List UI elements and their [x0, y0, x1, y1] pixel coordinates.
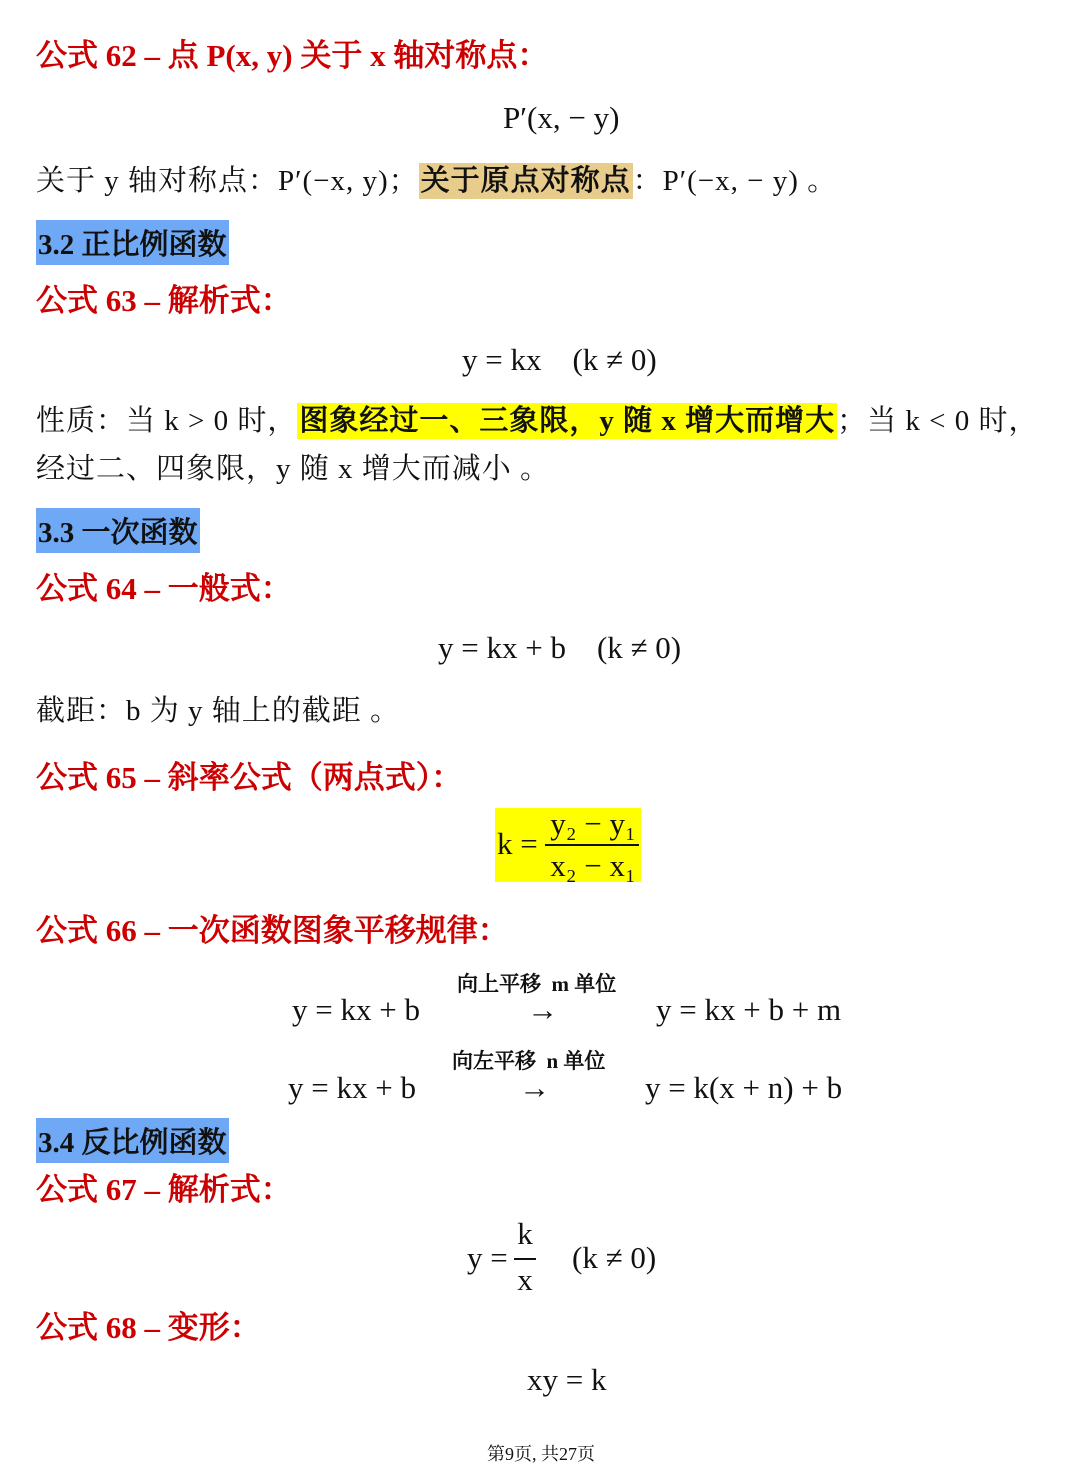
section-3-4-heading: 3.4 反比例函数: [36, 1118, 229, 1163]
shift-up-label: 向上平移 m 单位: [457, 972, 617, 996]
property-suffix: ；当 k < 0 时，: [837, 405, 1039, 437]
formula-63-property: [36, 398, 1038, 439]
shift-left-right: y = k(x + n) + b: [645, 1070, 843, 1105]
inverse-formula-condition: (k ≠ 0): [572, 1240, 657, 1275]
formula-62-expression: P′(x, − y): [503, 100, 620, 135]
formula-64-title: 公式 64 – 一般式：: [36, 571, 292, 606]
slope-formula-numerator: y₂ − y₁: [550, 806, 636, 841]
formula-63-property-line2: 经过二、四象限，y 随 x 增大而减小 。: [36, 453, 551, 485]
section-3-3-heading: 3.3 一次函数: [36, 508, 200, 553]
shift-left-label: 向左平移 n 单位: [452, 1049, 606, 1073]
symmetry-y-axis-text: 关于 y 轴对称点：P′(−x, y)；: [36, 165, 419, 197]
formula-62-title: 公式 62 – 点 P(x, y) 关于 x 轴对称点：: [36, 38, 549, 73]
slope-fraction-bar: [545, 844, 639, 846]
shift-left-arrow: →: [519, 1070, 550, 1105]
formula-68-expression: xy = k: [527, 1362, 607, 1397]
section-3-2-heading: 3.2 正比例函数: [36, 220, 229, 265]
inverse-formula-denominator: x: [517, 1262, 533, 1297]
page-number: 第9页, 共27页: [487, 1444, 595, 1464]
symmetry-line: [36, 158, 837, 199]
formula-67-title: 公式 67 – 解析式：: [36, 1172, 292, 1207]
formula-63-expression: y = kx (k ≠ 0): [462, 342, 657, 377]
formula-65-title: 公式 65 – 斜率公式（两点式）：: [36, 760, 463, 795]
origin-symmetry-highlight: 关于原点对称点: [420, 165, 631, 197]
formula-64-expression: y = kx + b (k ≠ 0): [438, 630, 682, 665]
shift-up-right: y = kx + b + m: [656, 992, 842, 1027]
shift-up-left: y = kx + b: [292, 992, 420, 1027]
slope-formula-denominator: x₂ − x₁: [550, 848, 636, 883]
shift-up-arrow: →: [527, 992, 558, 1027]
origin-symmetry-formula: ：P′(−x, − y) 。: [632, 165, 838, 197]
formula-66-title: 公式 66 – 一次函数图象平移规律：: [36, 913, 509, 948]
shift-left-left: y = kx + b: [288, 1070, 416, 1105]
formula-68-title: 公式 68 – 变形：: [36, 1310, 261, 1345]
slope-formula-lhs: k =: [497, 826, 538, 861]
property-highlight: 图象经过一、三象限，y 随 x 增大而增大: [299, 405, 836, 437]
formula-63-title: 公式 63 – 解析式：: [36, 283, 292, 318]
inverse-formula-numerator: k: [517, 1216, 533, 1251]
intercept-note: 截距：b 为 y 轴上的截距 。: [36, 695, 401, 727]
inverse-formula-lhs: y =: [467, 1240, 508, 1275]
inverse-fraction-bar: [514, 1258, 536, 1260]
property-prefix: 性质：当 k > 0 时，: [36, 405, 298, 437]
